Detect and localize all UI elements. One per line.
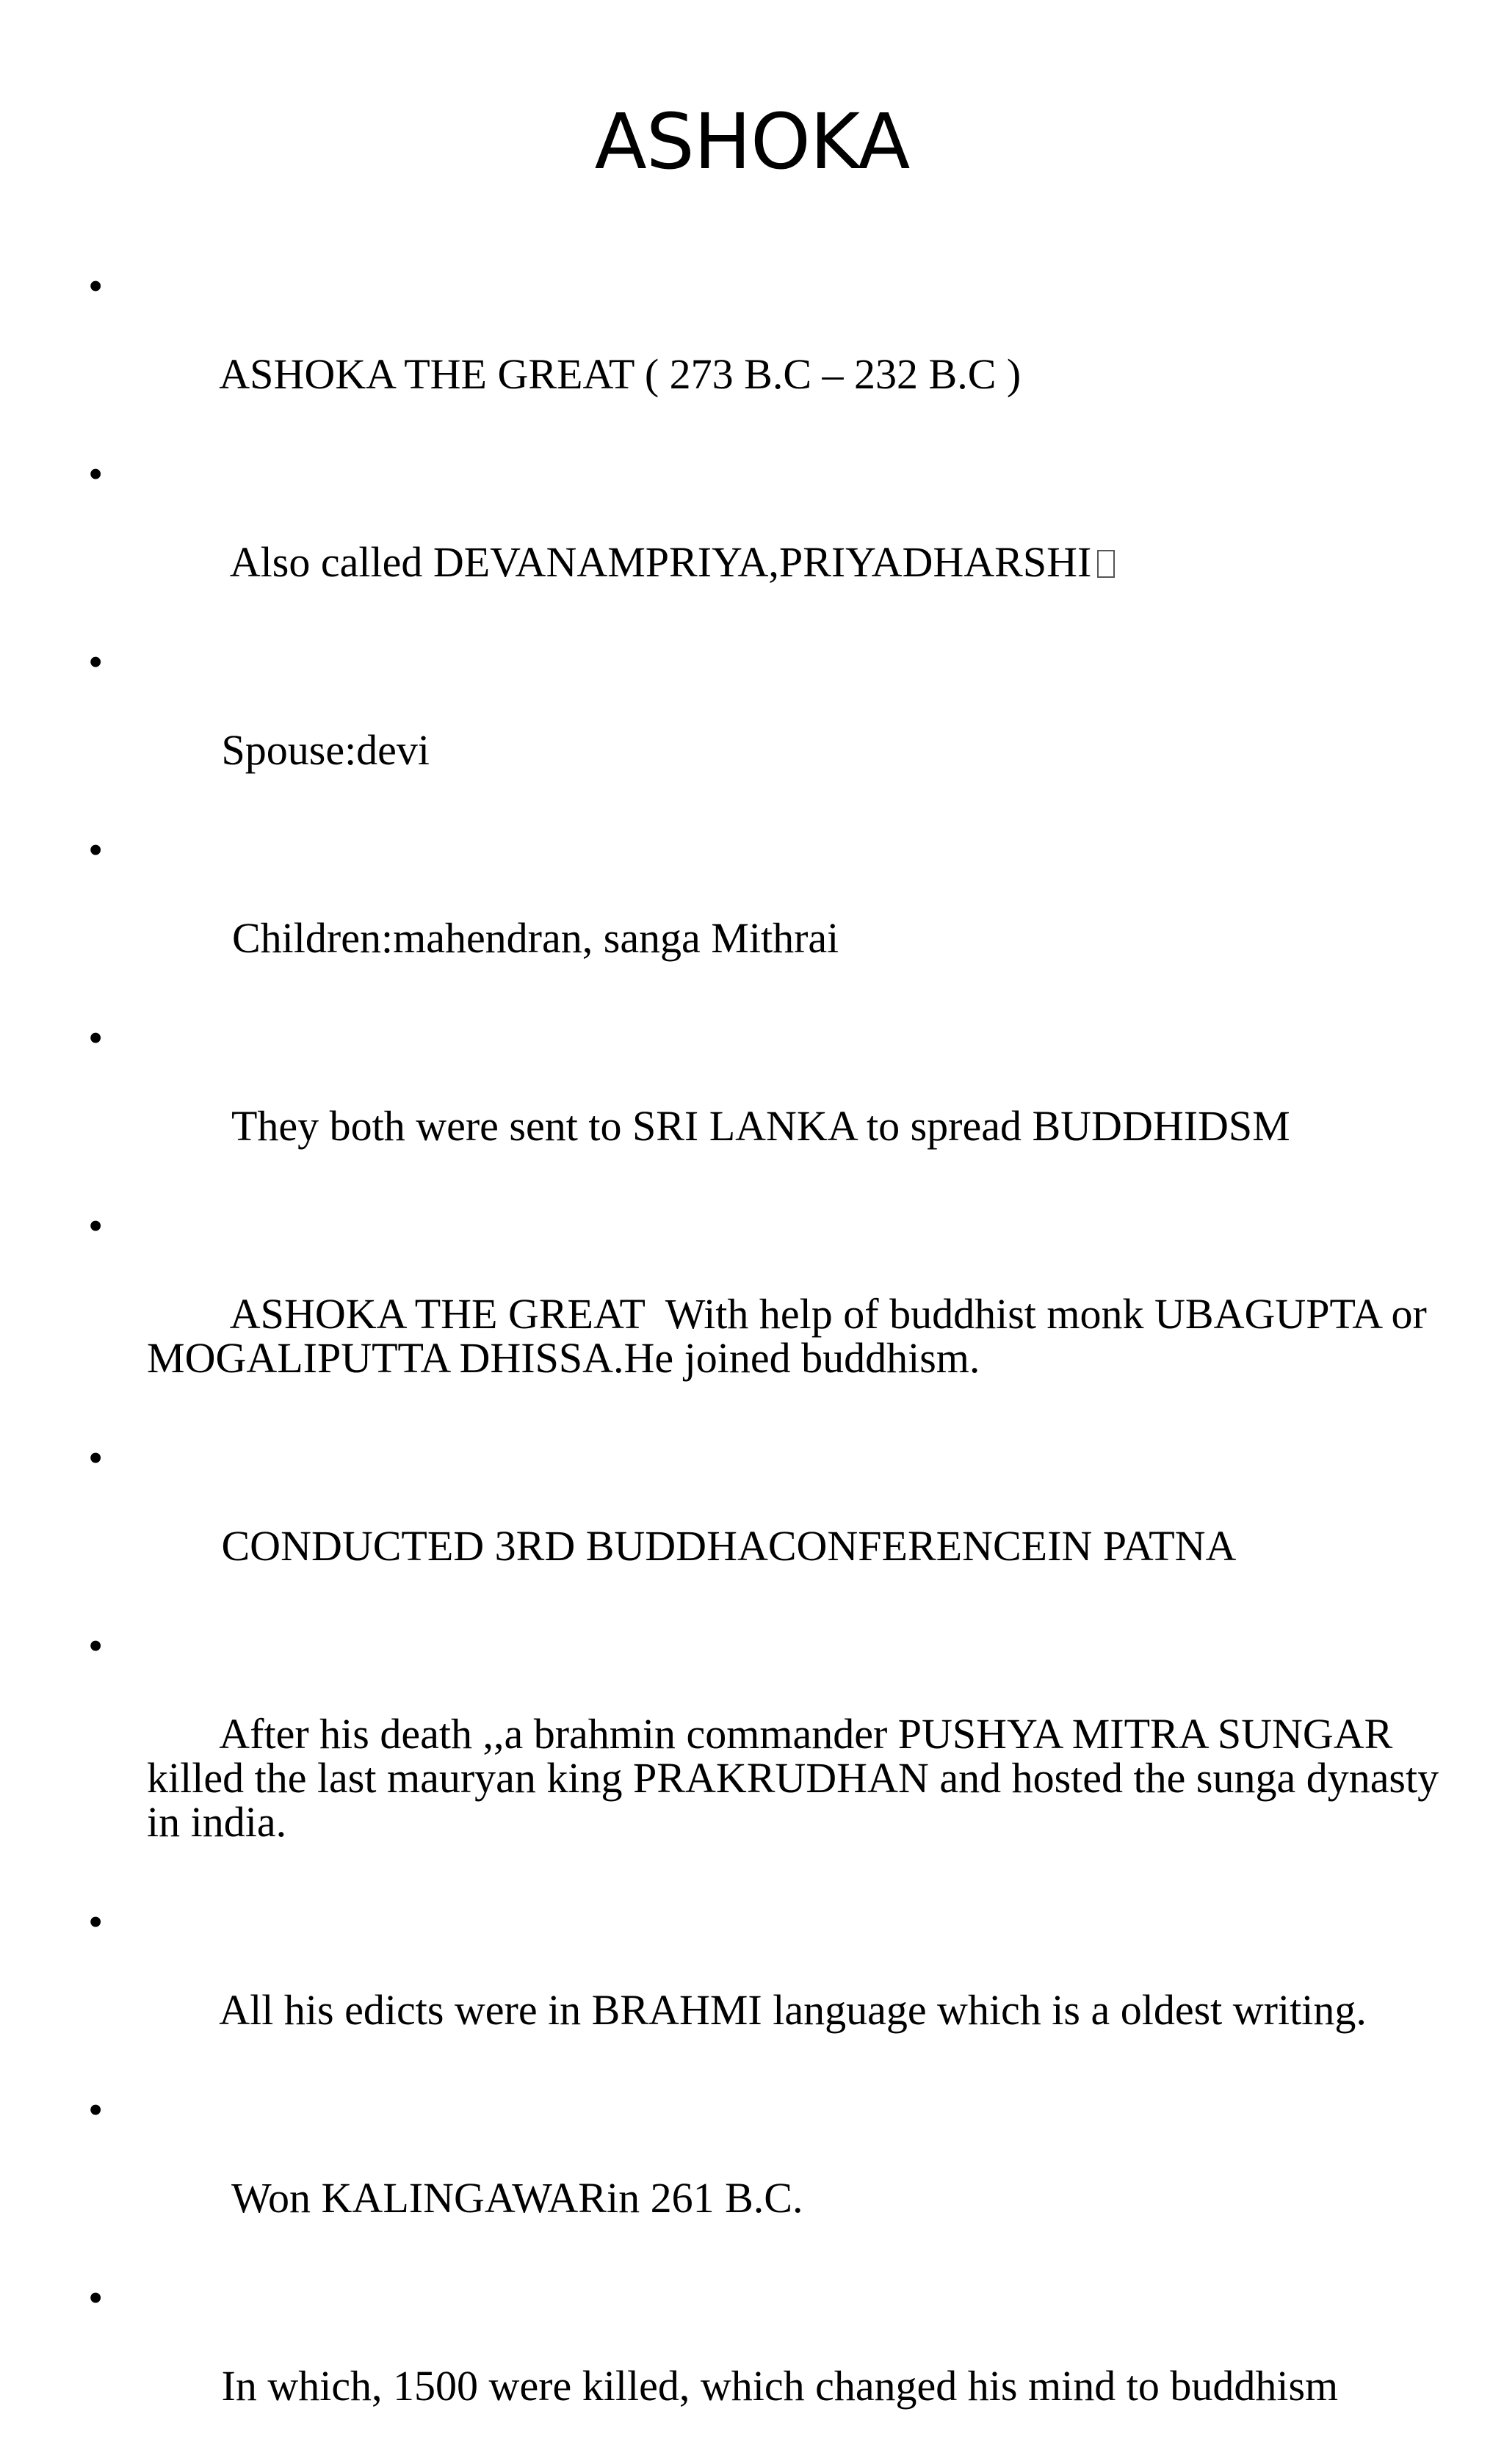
bullet-text: ASHOKA THE GREAT With help of buddhist monk UBAGUPTA or MOGALIPUTTA DHISSA.He joined buddhism. xyxy=(147,1290,1438,1382)
bullet-item-4 xyxy=(88,828,1454,1004)
bullet-item-1 xyxy=(88,264,1454,441)
bullet-text: Children:mahendran, sanga Mithrai xyxy=(211,914,839,962)
bullet-text: Also called DEVANAMPRIYA,PRIYADHARSHI xyxy=(211,538,1092,586)
bullet-icon: • xyxy=(88,1434,104,1482)
bullet-item-6 xyxy=(88,1204,1454,1424)
bullet-icon: • xyxy=(88,2086,104,2134)
bullet-list xyxy=(88,264,1454,2464)
bullet-text: ASHOKA THE GREAT ( 273 B.C – 232 B.C ) xyxy=(211,350,1022,398)
bullet-icon: • xyxy=(88,262,104,310)
bullet-text: Spouse:devi xyxy=(211,726,430,774)
bullet-item-10 xyxy=(88,2088,1454,2264)
bullet-text: Won KALINGAWARin 261 B.C. xyxy=(211,2174,803,2222)
bullet-icon: • xyxy=(88,826,104,874)
bullet-icon: • xyxy=(88,1898,104,1946)
bullet-text: After his death ,,a brahmin commander PUSHYA MITRA SUNGAR killed the last mauryan king PRAKRUDHAN and hosted the sunga dynasty in india. xyxy=(147,1710,1450,1846)
bullet-icon: • xyxy=(88,2274,104,2322)
bullet-icon: • xyxy=(88,1622,104,1670)
bullet-item-3 xyxy=(88,640,1454,816)
bullet-item-5 xyxy=(88,1016,1454,1192)
bullet-item-8 xyxy=(88,1624,1454,1888)
bullet-text: In which, 1500 were killed, which changed his mind to buddhism xyxy=(211,2362,1339,2410)
bullet-item-9 xyxy=(88,1900,1454,2076)
bullet-icon: • xyxy=(88,1014,104,1062)
bullet-text: All his edicts were in BRAHMI language which is a oldest writing. xyxy=(211,1986,1367,2034)
bullet-text: CONDUCTED 3RD BUDDHACONFERENCEIN PATNA xyxy=(211,1522,1237,1570)
bullet-item-7 xyxy=(88,1436,1454,1612)
bullet-item-2 xyxy=(88,452,1454,628)
bullet-item-11 xyxy=(88,2276,1454,2452)
bullet-icon: • xyxy=(88,638,104,686)
bullet-text: They both were sent to SRI LANKA to spread BUDDHIDSM xyxy=(211,1102,1290,1150)
missing-glyph-icon xyxy=(1097,550,1115,578)
slide-title: ASHOKA xyxy=(594,97,910,186)
bullet-icon: • xyxy=(88,450,104,498)
bullet-icon: • xyxy=(88,1202,104,1250)
